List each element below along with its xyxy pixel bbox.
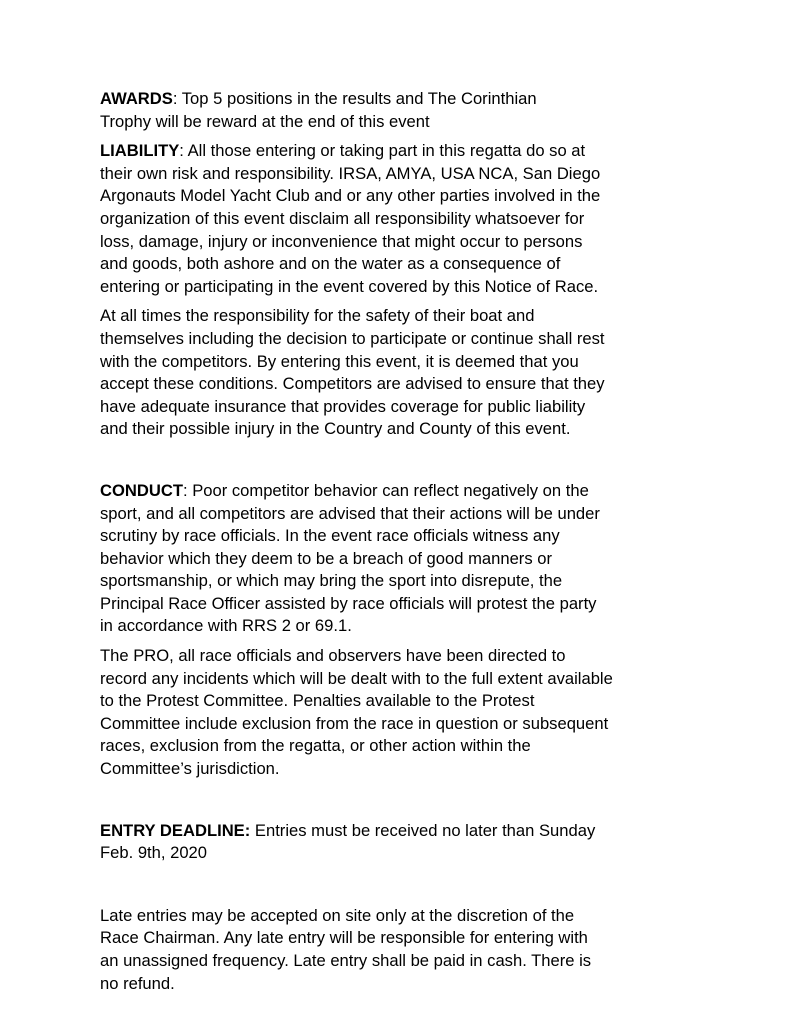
liability-line-7: entering or participating in the event covered by this Notice of Race. <box>100 276 599 296</box>
awards-section <box>100 88 700 133</box>
conduct-line-1 <box>100 480 700 503</box>
entry-deadline-line-1 <box>100 820 700 843</box>
entry-deadline-section <box>100 820 700 865</box>
liability-line-6: and goods, both ashore and on the water as a consequence of <box>100 254 561 274</box>
late-entries-line-4: no refund. <box>100 973 175 993</box>
conduct-line-7: in accordance with RRS 2 or 69.1. <box>100 616 352 636</box>
pro-line-5: races, exclusion from the regatta, or other action within the <box>100 736 531 756</box>
pro-line-4: Committee include exclusion from the race in question or subsequent <box>100 713 609 733</box>
awards-label: AWARDS <box>100 89 173 108</box>
pro-line-2: record any incidents which will be dealt with to the full extent available <box>100 668 613 688</box>
late-entries-paragraph <box>100 905 700 995</box>
late-entries-line-2: Race Chairman. Any late entry will be responsible for entering with <box>100 928 588 948</box>
liability-line-2: their own risk and responsibility. IRSA, AMYA, USA NCA, San Diego <box>100 163 601 183</box>
responsibility-line-5: have adequate insurance that provides coverage for public liability <box>100 396 586 416</box>
pro-paragraph <box>100 645 700 781</box>
pro-line-6: Committee’s jurisdiction. <box>100 759 280 779</box>
conduct-line-5: sportsmanship, or which may bring the sport into disrepute, the <box>100 571 563 591</box>
liability-label: LIABILITY <box>100 141 180 161</box>
entry-deadline-text: Entries must be received no later than Sunday <box>250 820 596 840</box>
conduct-label: CONDUCT <box>100 480 183 500</box>
liability-line-4: organization of this event disclaim all responsibility whatsoever for <box>100 208 585 228</box>
late-entries-line-1: Late entries may be accepted on site only at the discretion of the <box>100 905 575 925</box>
responsibility-line-4: accept these conditions. Competitors are advised to ensure that they <box>100 374 605 394</box>
liability-section <box>100 140 700 298</box>
conduct-text: : Poor competitor behavior can reflect negatively on the <box>182 480 589 500</box>
pro-line-1: The PRO, all race officials and observers have been directed to <box>100 646 566 666</box>
responsibility-line-3: with the competitors. By entering this event, it is deemed that you <box>100 351 579 371</box>
responsibility-line-6: and their possible injury in the Country and County of this event. <box>100 419 571 439</box>
conduct-line-3: scrutiny by race officials. In the event race officials witness any <box>100 526 560 546</box>
awards-text: : Top 5 positions in the results and The Corinthian <box>172 89 537 108</box>
responsibility-paragraph <box>100 305 700 441</box>
liability-line-5: loss, damage, injury or inconvenience that might occur to persons <box>100 231 583 251</box>
conduct-line-2: sport, and all competitors are advised that their actions will be under <box>100 503 600 523</box>
pro-line-3: to the Protest Committee. Penalties available to the Protest <box>100 691 535 711</box>
conduct-line-6: Principal Race Officer assisted by race officials will protest the party <box>100 593 597 613</box>
responsibility-line-1: At all times the responsibility for the safety of their boat and <box>100 306 535 326</box>
conduct-section <box>100 480 700 638</box>
awards-line-1 <box>100 88 700 111</box>
entry-deadline-label: ENTRY DEADLINE: <box>100 820 251 840</box>
liability-text: : All those entering or taking part in this regatta do so at <box>179 141 586 161</box>
liability-line-1 <box>100 140 700 163</box>
conduct-line-4: behavior which they deem to be a breach of good manners or <box>100 548 552 568</box>
responsibility-line-2: themselves including the decision to participate or continue shall rest <box>100 328 605 348</box>
liability-line-3: Argonauts Model Yacht Club and or any other parties involved in the <box>100 186 601 206</box>
entry-deadline-line-2: Feb. 9th, 2020 <box>100 843 208 863</box>
late-entries-line-3: an unassigned frequency. Late entry shall be paid in cash. There is <box>100 951 592 970</box>
document-page <box>100 88 700 995</box>
awards-line-2: Trophy will be reward at the end of this event <box>100 111 430 131</box>
